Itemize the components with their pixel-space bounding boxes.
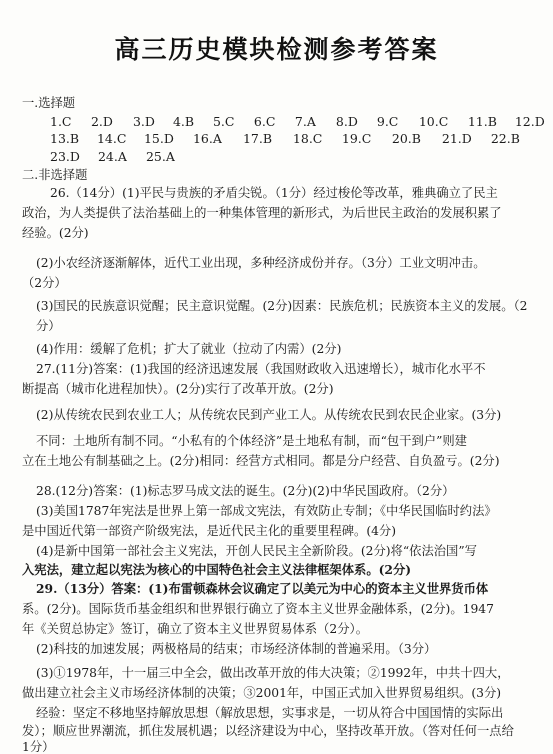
answer-line: (2)小农经济逐渐解体，近代工业出现，多种经济成份并存。（3分）工业文明冲击。 [36, 256, 486, 270]
mc-answer: 13.B [50, 131, 80, 146]
mc-answer: 15.D [143, 131, 174, 146]
answer-line: 27.(11分)答案：(1)我国的经济迅速发展（我国财政收入迅速增长），城市化水平不 [36, 362, 486, 376]
mc-answer: 6.C [253, 114, 276, 129]
mc-answer: 10.C [418, 114, 449, 129]
mc-answer: 23.D [50, 149, 80, 164]
answer-line: 26.（14分）(1)平民与贵族的矛盾尖锐。（1分）经过梭伦等改革，雅典确立了民主 [50, 186, 498, 200]
answer-line: (4)作用：缓解了危机；扩大了就业（拉动了内需）(2分) [36, 342, 342, 356]
mc-answer: 7.A [294, 114, 316, 129]
answer-line: (2)科技的加速发展；两极格局的结束；市场经济体制的普遍采用。（3分） [36, 642, 437, 656]
mc-answer: 16.A [192, 131, 222, 146]
answer-line: 发）；顺应世界潮流，抓住发展机遇；以经济建设为中心，坚持改革开放。（答对任何一点给 [22, 724, 514, 738]
answer-line: 立在土地公有制基础之上。(2分)相同：经营方式相同。都是分户经营、自负盈亏。(2分) [22, 454, 500, 468]
mc-answer: 24.A [97, 149, 127, 164]
mc-row-3 [50, 149, 186, 164]
answer-line: (2)从传统农民到农业工人；从传统农民到产业工人。从传统农民到农民企业家。(3分) [36, 408, 502, 422]
mc-answer: 11.B [467, 114, 497, 129]
mc-answer: 20.B [391, 131, 421, 146]
page-title: 高三历史模块检测参考答案 [114, 35, 439, 64]
mc-answer: 8.D [335, 114, 358, 129]
answer-line: 年《关贸总协定》签订，确立了资本主义世界贸易体系（2分）。 [22, 622, 368, 636]
mc-row-2 [50, 131, 531, 146]
mc-answer: 5.C [212, 114, 235, 129]
mc-answer: 22.B [490, 131, 520, 146]
mc-answer: 4.B [172, 114, 195, 129]
mc-answer: 21.D [441, 131, 472, 146]
mc-row-1 [50, 114, 545, 129]
section1-heading: 一.选择题 [22, 96, 76, 110]
mc-answer: 1.C [50, 114, 72, 129]
mc-answer: 25.A [145, 149, 175, 164]
mc-answer: 18.C [292, 131, 323, 146]
answer-line: 入宪法，建立起以宪法为核心的中国特色社会主义法律框架体系。(2分) [22, 562, 412, 577]
answer-line: (3)国民的民族意识觉醒；民主意识觉醒。(2分)因素：民族危机；民族资本主义的发展。（2分） [36, 299, 528, 333]
answer-line: 29.（13分）答案：(1)布雷顿森林会议确定了以美元为中心的资本主义世界货币体 [36, 581, 489, 596]
answer-line: 是中国近代第一部资产阶级宪法，是近代民主化的重要里程碑。(4分) [22, 524, 397, 538]
mc-answer: 17.B [242, 131, 273, 146]
answer-line: 1分） [22, 740, 55, 754]
answer-line: 经验：坚定不移地坚持解放思想（解放思想，实事求是，一切从符合中国国情的实际出 [36, 706, 504, 720]
mc-answer: 12.D [514, 114, 545, 129]
answer-line: （2分） [22, 276, 67, 290]
answer-line: 系。(2分)。国际货币基金组织和世界银行确立了资本主义世界金融体系，(2分)。1947 [22, 602, 494, 616]
mc-answer: 19.C [341, 131, 372, 146]
answer-line: (3)①1978年，十一届三中全会，做出改革开放的伟大决策；②1992年，中共十四大， [36, 666, 510, 680]
mc-answer: 2.D [90, 114, 113, 129]
answer-line: 不同：土地所有制不同。“小私有的个体经济”是土地私有制，而“包干到户”则建 [36, 434, 467, 448]
answer-line: 断提高（城市化进程加快）。(2分)实行了改革开放。(2分) [22, 382, 334, 396]
mc-answer: 9.C [376, 114, 399, 129]
answer-line: (3)美国1787年宪法是世界上第一部成文宪法，有效防止专制；《中华民国临时约法》 [36, 504, 497, 518]
answer-line: 做出建立社会主义市场经济体制的决策；③2001年，中国正式加入世界贸易组织。(3分) [22, 686, 502, 700]
mc-answer: 3.D [132, 114, 155, 129]
answer-line: 28.(12分)答案：(1)标志罗马成文法的诞生。(2分)(2)中华民国政府。（2分） [36, 484, 455, 498]
answer-line: (4)是新中国第一部社会主义宪法，开创人民民主全新阶段。(2分)将“依法治国”写 [36, 544, 477, 558]
answer-line: 政治，为人类提供了法治基础上的一种集体管理的新形式，为后世民主政治的发展积累了 [22, 206, 502, 220]
section2-heading: 二.非选择题 [22, 168, 88, 182]
answer-line: 经验。(2分) [22, 226, 89, 240]
mc-answer: 14.C [96, 131, 127, 146]
